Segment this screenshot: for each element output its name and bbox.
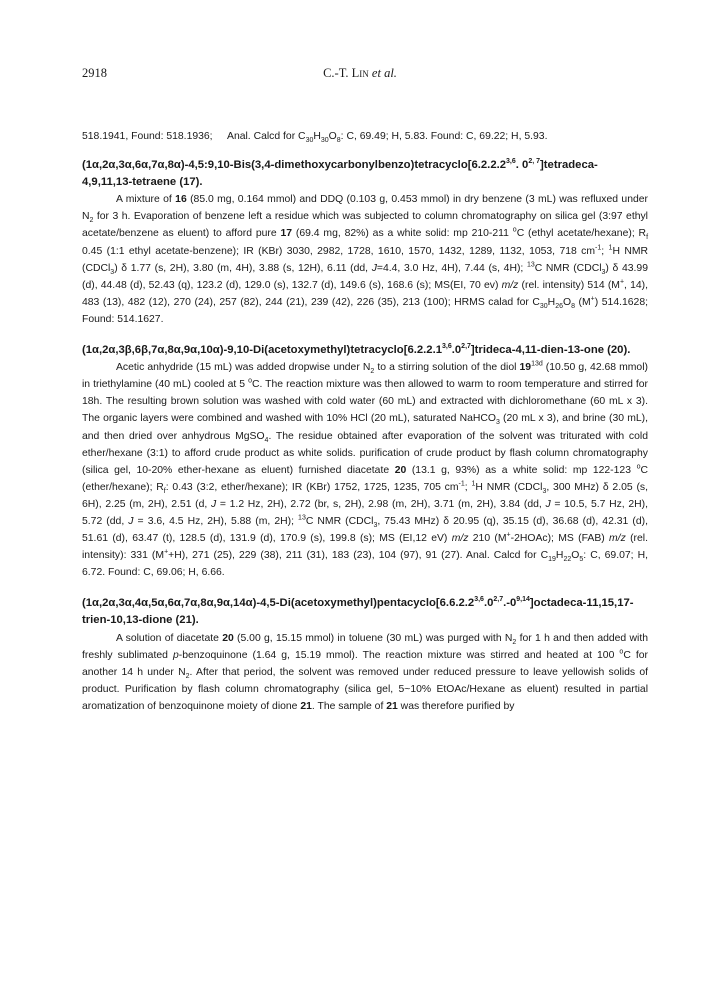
compound-21-title: (1α,2α,3α,4α,5α,6α,7α,8α,9α,14α)-4,5-Di(acetoxymethyl)pentacyclo[6.6.2.2$^{3,6}$.0$^{2,7}$.-0$^{9,14}$]octadeca-11,15,17-trien-10,13-dione (21). [82,596,634,627]
page-number: 2918 [82,66,107,80]
compound-21-body: A solution of diacetate 20 (5.00 g, 15.15 mmol) in toluene (30 mL) was purged with $N_2$ for 1 h and then added with freshly sublimated p-benzoquinone (1.64 g, 15.19 mmol). The reaction mixture was stirred and heated at 100 $^o$C for another 14 h under $N_2$. After that period, the solvent was removed under reduced pressure to leave yellowish solids of product. Purification by flash column chromatography (silica gel, 5~10% EtOAc/Hexane as eluent) resulted in partial aromatization of benzoquinone moiety of dione 21. The sample of 21 was therefore purified by [82,632,648,712]
compound-20-title: (1α,2α,3β,6β,7α,8α,9α,10α)-9,10-Di(acetoxymethyl)tetracyclo[6.2.2.1$^{3,6}$.0$^{2,7}$]trideca-4,11-dien-13-one (20). [82,343,631,357]
previous-compound-tail: 518.1941, Found: 518.1936; Anal. Calcd for $C_{30}H_{30}O_8$: C, 69.49; H, 5.83. Found: C, 69.22; H, 5.93. [82,131,548,145]
compound-17-title: (1α,2α,3α,6α,7α,8α)-4,5:9,10-Bis(3,4-dimethoxycarbonylbenzo)tetracyclo[6.2.2.2$^{3,6}$. 0$^{2, 7}$]tetradeca-4,9,11,13-tetraene (17). [82,158,598,189]
compound-20-body: Acetic anhydride (15 mL) was added dropwise under $N_2$ to a stirring solution of the diol $19^{13d}$ (10.50 g, 42.68 mmol) in triethylamine (40 mL) cooled at 5 $^o$C. The reaction mixture was then allowed to warm to room temperature and stirred for 18h. The resulting brown solution was washed with cold water (60 mL) and extracted with dichloromethane (60 mL x 3). The organic layers were combined and washed with 10% HCl (20 mL), saturated NaHCO$_3$ (20 mL x 3), and brine (30 mL), and then dried over anhydrous MgSO$_4$. The residue obtained after evaporation of the solvent was triturated with cold ether/hexane (3:1) to afford crude product as white solids. purification of crude product by flash column chromatography (silica gel, 10-20% ether-hexane as eluent) furnished diacetate 20 (13.1 g, 93%) as a white solid: mp 122-123 $^o$C (ether/hexane); $R_f$: 0.43 (3:2, ether/hexane); IR (KBr) 1752, 1725, 1235, 705 $cm^{-1}$; $^1$H NMR (CDCl$_3$, 300 MHz) δ 2.05 (s, 6H), 2.25 (m, 2H), 2.51 (d, J = 1.2 Hz, 2H), 2.72 (br, s, 2H), 2.98 (m, 2H), 3.71 (m, 2H), 3.84 (dd, J = 10.5, 5.7 Hz, 2H), 5.72 (dd, J = 3.6, 4.5 Hz, 2H), 5.88 (m, 2H); $^{13}$C NMR (CDCl$_3$, 75.43 MHz) δ 20.95 (q), 35.15 (d), 36.68 (d), 42.31 (d), 51.61 (d), 63.47 (t), 128.5 (d), 131.9 (d), 170.9 (s), 199.8 (s); MS (EI,12 eV) m/z 210 (M+-2HOAc); MS (FAB) m/z (rel. intensity): 331 (M++H), 271 (25), 229 (38), 211 (31), 183 (23), 104 (97), 91 (27). Anal. Calcd for $C_{19}H_{22}O_5$: C, 69.07; H, 6.72. Found: C, 69.06; H, 6.66. [82,360,649,579]
article-body [82,128,648,715]
page-header [0,66,720,86]
compound-17-body: A mixture of 16 (85.0 mg, 0.164 mmol) and DDQ (0.103 g, 0.453 mmol) in dry benzene (3 mL) was refluxed under $N_2$ for 3 h. Evaporation of benzene left a residue which was subjected to column chromatography on silica gel (3:97 ethyl acetate/benzene as eluent) to afford pure 17 (69.4 mg, 82%) as a white solid: mp 210-211 $^o$C (ethyl acetate/hexane); $R_f$ 0.45 (1:1 ethyl acetate-benzene); IR (KBr) 3030, 2982, 1728, 1610, 1570, 1432, 1289, 1132, 1053, 718 $cm^{-1}$; $^1$H NMR (CDCl$_3$) δ 1.77 (s, 2H), 3.80 (m, 4H), 3.88 (s, 12H), 6.11 (dd, J=4.4, 3.0 Hz, 4H), 7.44 (s, 4H); $^{13}$C NMR (CDCl$_3$) δ 43.99 (d), 44.48 (d), 52.43 (q), 123.2 (d), 129.0 (s), 132.7 (d), 149.6 (s), 168.6 (s); MS(EI, 70 ev) m/z (rel. intensity) 514 (M+, 14), 483 (13), 482 (12), 270 (24), 257 (82), 244 (21), 239 (42), 226 (35), 213 (100); HRMS calad for $C_{30}H_{26}O_8$ (M+) 514.1628; Found: 514.1627. [82,194,649,325]
running-head: C.-T. Lin et al. [323,66,397,80]
